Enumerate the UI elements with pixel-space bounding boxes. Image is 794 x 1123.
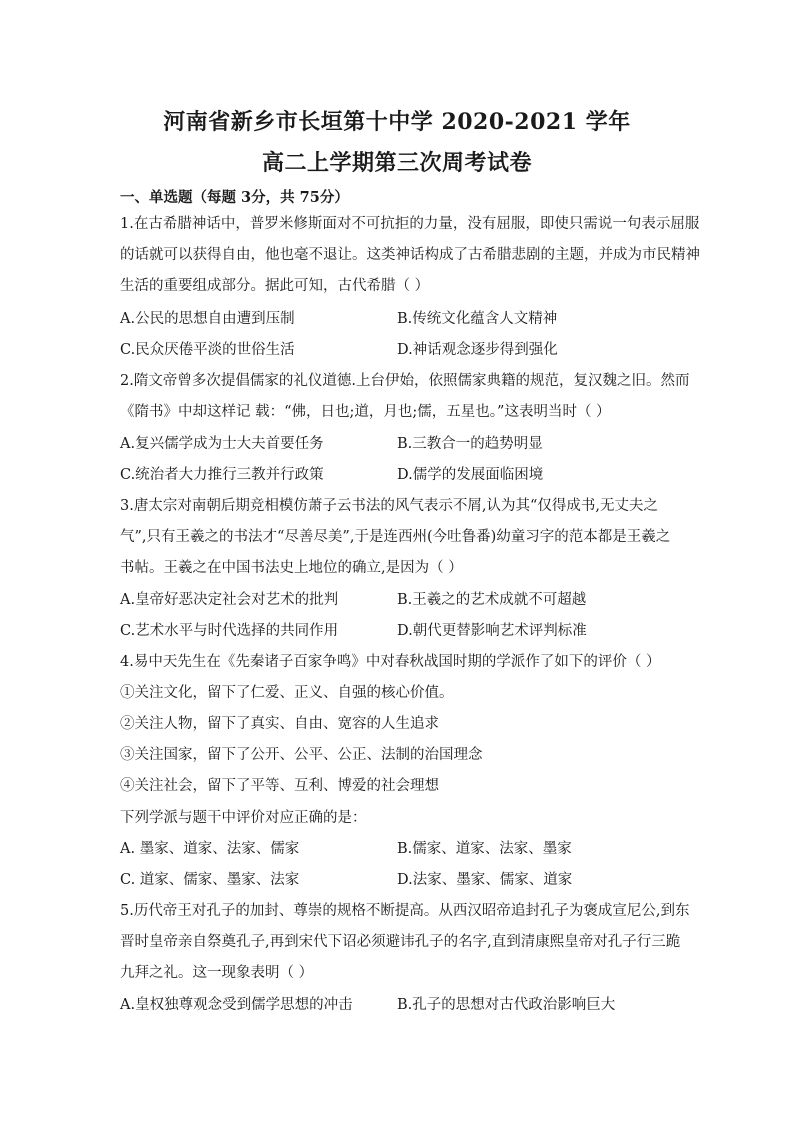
question-4-line-1: 4.易中天先生在《先秦诸子百家争鸣》中对春秋战国时期的学派作了如下的评价（ ）: [120, 654, 661, 670]
question-3-option-b: B.王羲之的艺术成就不可超越: [397, 592, 587, 608]
question-4-statement-1: ①关注文化，留下了仁爱、正义、自强的核心价值。: [120, 685, 454, 701]
question-3-option-c: C.艺术水平与时代选择的共同作用: [120, 623, 339, 639]
question-2-line-1: 2.隋文帝曾多次提倡儒家的礼仪道德.上台伊始，依照儒家典籍的规范，复汉魏之旧。然而: [120, 373, 690, 389]
question-1-option-c: C.民众厌倦平淡的世俗生活: [120, 342, 295, 358]
question-3-option-d: D.朝代更替影响艺术评判标准: [397, 623, 587, 639]
question-1-option-b: B.传统文化蕴含人文精神: [397, 311, 558, 327]
question-3-option-a: A.皇帝好恶决定社会对艺术的批判: [120, 592, 339, 608]
question-4-statement-3: ③关注国家，留下了公开、公平、公正、法制的治国理念: [120, 747, 483, 763]
question-2-line-2: 《隋书》中却这样记 载：“佛，日也;道，月也;儒，五星也。”这表明当时（ ）: [120, 404, 611, 420]
question-4-statement-4: ④关注社会，留下了平等、互利、博爱的社会理想: [120, 778, 439, 794]
exam-title-line2: 高二上学期第三次周考试卷: [261, 150, 532, 176]
question-2-option-b: B.三教合一的趋势明显: [397, 436, 543, 452]
question-4-prompt: 下列学派与题干中评价对应正确的是：: [120, 810, 367, 826]
question-5-line-1: 5.历代帝王对孔子的加封、尊崇的规格不断提高。从西汉昭帝追封孔子为褒成宣尼公,到东: [120, 903, 690, 919]
question-1-line-3: 生活的重要组成部分。据此可知，古代希腊（ ）: [120, 278, 430, 294]
question-2-option-c: C.统治者大力推行三教并行政策: [120, 467, 324, 483]
question-5-line-3: 九拜之礼。这一现象表明（ ）: [120, 965, 314, 981]
question-5-line-2: 晋时皇帝亲自祭奠孔子,再到宋代下诏必须避讳孔子的名字,直到清康熙皇帝对孔子行三跪: [120, 934, 681, 950]
section-heading: 一、单选题（每题 3分，共 75分）: [120, 189, 349, 206]
question-3-line-2: 气”,只有王羲之的书法才“尽善尽美”,于是连西州(今吐鲁番)幼童习字的范本都是王羲之: [120, 529, 671, 545]
question-4-option-b: B.儒家、道家、法家、墨家: [397, 841, 572, 857]
question-5-option-b: B.孔子的思想对古代政治影响巨大: [397, 997, 616, 1013]
question-1-line-1: 1.在古希腊神话中，普罗米修斯面对不可抗拒的力量，没有屈服，即使只需说一句表示屈服: [120, 216, 700, 232]
question-3-line-1: 3.唐太宗对南朝后期竞相模仿萧子云书法的风气表示不屑,认为其“仅得成书,无丈夫之: [120, 498, 658, 514]
question-5-option-a: A.皇权独尊观念受到儒学思想的冲击: [120, 997, 353, 1013]
question-2-option-d: D.儒学的发展面临困境: [397, 467, 544, 483]
question-1-option-a: A.公民的思想自由遭到压制: [120, 311, 295, 327]
question-2-option-a: A.复兴儒学成为士大夫首要任务: [120, 436, 324, 452]
question-1-line-2: 的话就可以获得自由，他也毫不退让。这类神话构成了古希腊悲剧的主题，并成为市民精神: [120, 247, 700, 263]
exam-title-line1: 河南省新乡市长垣第十中学 2020-2021 学年: [163, 109, 631, 135]
question-3-line-3: 书帖。王羲之在中国书法史上地位的确立,是因为（ ）: [120, 560, 463, 576]
question-4-option-d: D.法家、墨家、儒家、道家: [397, 872, 573, 888]
question-4-option-c: C. 道家、儒家、墨家、法家: [120, 872, 300, 888]
question-4-statement-2: ②关注人物，留下了真实、自由、宽容的人生追求: [120, 716, 439, 732]
question-1-option-d: D.神话观念逐步得到强化: [397, 342, 558, 358]
question-4-option-a: A. 墨家、道家、法家、儒家: [120, 841, 300, 857]
